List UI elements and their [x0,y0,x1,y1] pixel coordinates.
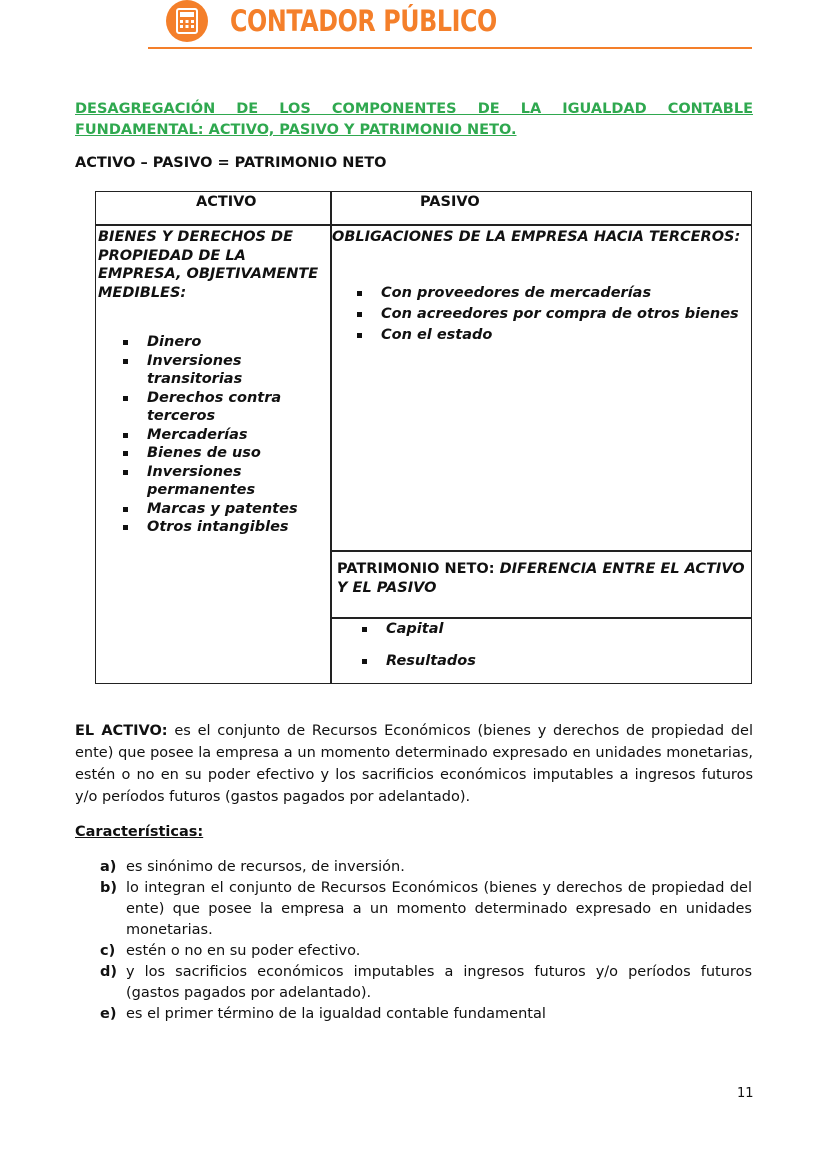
bullet-icon [123,525,128,530]
item-text: y los sacrificios económicos imputables a ingresos futuros y/o períodos futuros (gastos pagados por adelantado). [126,964,752,1001]
item-label: b) [100,880,118,896]
list-item-text: Derechos contra terceros [147,389,282,424]
page-header [148,0,752,50]
pasivo-description: OBLIGACIONES DE LA EMPRESA HACIA TERCEROS: [332,229,741,245]
list-item-text: Otros intangibles [147,519,289,535]
list-item-text: Con el estado [381,327,493,343]
list-item [147,352,328,389]
header-row-divider [96,224,751,226]
list-item-text: Inversiones transitorias [147,352,243,387]
list-item-text: Mercaderías [147,426,248,443]
list-item [147,518,328,537]
brand-title: CONTADOR PÚBLICO [230,4,497,38]
activo-paragraph [75,720,753,808]
item-text: es el primer término de la igualdad contable fundamental [126,1006,546,1022]
bullet-icon [362,659,367,664]
pasivo-header: PASIVO [420,194,480,210]
list-item-text: Inversiones permanentes [147,463,256,498]
accounting-equation: ACTIVO – PASIVO = PATRIMONIO NETO [75,155,387,171]
list-item [147,426,328,445]
page-number: 11 [737,1086,754,1101]
bullet-icon [123,396,128,401]
equation-table [95,191,752,684]
list-item [386,620,746,639]
caracteristica-item [100,962,752,1004]
bullet-icon [123,451,128,456]
caracteristicas-list [100,857,752,1025]
item-label: a) [100,859,117,875]
item-label: e) [100,1006,117,1022]
calculator-icon [166,0,208,42]
bullet-icon [362,627,367,632]
list-item-text: Bienes de uso [147,445,261,461]
list-item-text: Marcas y patentes [147,500,298,517]
item-label: c) [100,943,116,959]
column-divider [330,192,332,683]
bullet-icon [123,359,128,364]
list-item-text: Capital [386,621,444,637]
bullet-icon [357,312,362,317]
item-text: estén o no en su poder efectivo. [126,943,361,959]
caracteristica-item [100,941,752,962]
activo-header: ACTIVO [196,194,257,210]
pn-top-divider [330,550,751,552]
pn-bottom-divider [330,617,751,619]
list-item [147,389,328,426]
patrimonio-neto-description [337,560,751,597]
pn-text: DIFERENCIA ENTRE EL ACTIVO Y EL PASIVO [337,561,745,596]
activo-list [147,333,328,537]
bullet-icon [123,340,128,345]
list-item [147,463,328,500]
list-item [381,305,751,324]
list-item-text: Dinero [147,334,202,350]
caracteristica-item [100,857,752,878]
list-item [147,333,328,352]
item-text: lo integran el conjunto de Recursos Económicos (bienes y derechos de propiedad del ente) que posee la empresa a un momento determinado expresado en unidades monetarias. [126,880,752,938]
patrimonio-neto-list [386,620,746,683]
item-text: es sinónimo de recursos, de inversión. [126,859,405,875]
bullet-icon [123,507,128,512]
list-item [386,652,746,671]
activo-text: es el conjunto de Recursos Económicos (bienes y derechos de propiedad del ente) que posee la empresa a un momento determinado expresado en unidades monetarias, estén o no en su poder efectivo y los sacrificios económicos imputables a ingresos futuros y/o períodos futuros (gastos pagados por adelantado). [75,723,754,805]
bullet-icon [123,433,128,438]
list-item-text: Con proveedores de mercaderías [381,285,652,301]
item-label: d) [100,964,118,980]
list-item [381,284,751,303]
caracteristica-item [100,878,752,941]
list-item [381,326,751,345]
list-item [147,500,328,519]
list-item-text: Con acreedores por compra de otros bienes [381,306,739,322]
bullet-icon [357,333,362,338]
bullet-icon [123,470,128,475]
bullet-icon [357,291,362,296]
pn-label: PATRIMONIO NETO: [337,561,495,577]
activo-description: BIENES Y DERECHOS DE PROPIEDAD DE LA EMPRESA, OBJETIVAMENTE MEDIBLES: [98,229,319,301]
list-item-text: Resultados [386,652,476,669]
pasivo-list [381,284,751,347]
caracteristicas-title: Características: [75,824,204,840]
activo-label: EL ACTIVO: [75,723,168,739]
caracteristica-item [100,1004,752,1025]
section-title: DESAGREGACIÓN DE LOS COMPONENTES DE LA IGUALDAD CONTABLE FUNDAMENTAL: ACTIVO, PASIVO Y PATRIMONIO NETO. [75,101,753,138]
list-item [147,444,328,463]
header-divider [148,47,752,49]
